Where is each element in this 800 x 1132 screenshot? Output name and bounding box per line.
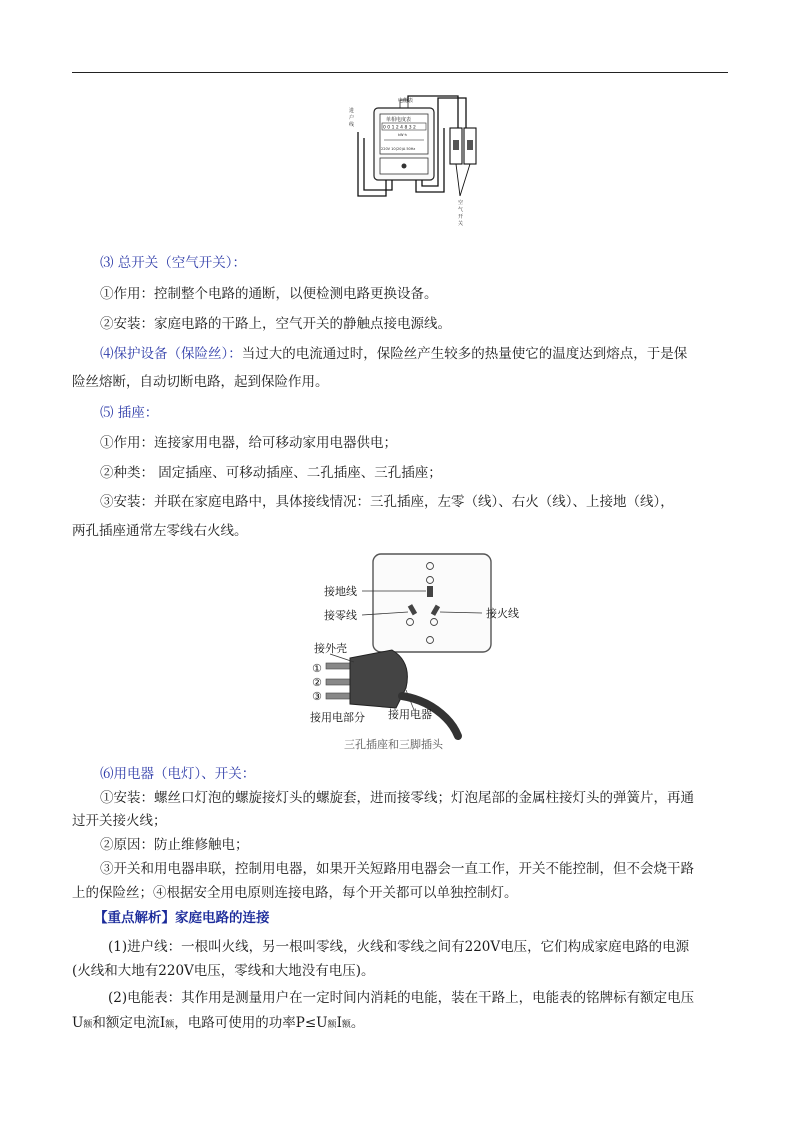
- subscript-rated-2: 额: [165, 1020, 175, 1030]
- power-text: ，电路可使用的功率P≤U: [174, 1015, 328, 1031]
- rated-current-text: 和额定电流I: [92, 1015, 166, 1031]
- switch-lever-left-icon: [453, 140, 459, 150]
- section5-item2: ②种类： 固定插座、可移动插座、二孔插座、三孔插座；: [100, 465, 442, 481]
- appliance-label: 接用电器: [388, 708, 432, 721]
- socket-plug-figure: [300, 550, 519, 755]
- meter-label: 电能表: [398, 98, 414, 104]
- svg-text:户: 户: [349, 115, 355, 121]
- switch-label: [458, 199, 463, 227]
- pin-label-2: ②: [312, 676, 322, 689]
- meter-unit: kW·h: [398, 133, 407, 137]
- svg-text:空: 空: [458, 200, 464, 206]
- pin-label-3: ③: [312, 690, 322, 703]
- section6-title: ⑹用电器（电灯）、开关：: [100, 766, 256, 782]
- electric-meter-figure: [346, 92, 486, 232]
- section5-item1: ①作用：连接家用电器，给可移动家用电器供电；: [100, 435, 397, 451]
- subscript-rated: 额: [83, 1020, 93, 1030]
- symbol-i: I: [336, 1015, 342, 1031]
- period: 。: [350, 1015, 365, 1031]
- figure2-caption: 三孔插座和三脚插头: [344, 738, 443, 751]
- subscript-rated-3: 额: [327, 1020, 337, 1030]
- switch-lever-right-icon: [467, 140, 473, 150]
- subscript-rated-4: 额: [341, 1020, 351, 1030]
- symbol-u: U: [72, 1015, 84, 1031]
- section6-item2: ②原因：防止维修触电；: [100, 837, 249, 853]
- plug-pins: [326, 663, 352, 699]
- section5-title: ⑸ 插座：: [100, 405, 159, 421]
- inlet-label: [349, 107, 354, 128]
- section3-item1: ①作用：控制整个电路的通断，以便检测电路更换设备。: [100, 286, 438, 302]
- section5-item3-line2: 两孔插座通常左零线右火线。: [72, 523, 248, 539]
- section4-line1-rest: 当过大的电流通过时，保险丝产生较多的热量使它的温度达到熔点，于是保: [241, 346, 688, 362]
- switch-pointer-lines: [456, 164, 470, 196]
- meter-title: 单相电度表: [386, 117, 412, 123]
- section3-item2: ②安装：家庭电路的干路上，空气开关的静触点接电源线。: [100, 316, 451, 332]
- pin-label-1: ①: [312, 662, 322, 675]
- section5-item3-line1: ③安装：并联在家庭电路中，具体接线情况：三孔插座，左零（线）、右火（线）、上接地（线），: [100, 494, 674, 510]
- casing-label: 接外壳: [314, 642, 347, 655]
- svg-text:关: 关: [458, 221, 464, 227]
- meter-logo-icon: [402, 164, 407, 169]
- section4-line2: 险丝熔断，自动切断电路，起到保险作用。: [72, 374, 329, 390]
- svg-text:开: 开: [458, 214, 464, 220]
- key-point-p2-line2: [72, 1013, 364, 1035]
- section6-item3-line1: ③开关和用电器串联，控制用电器，如果开关短路用电器会一直工作，开关不能控制，但不会烧干路: [100, 861, 694, 877]
- plug-body: [350, 650, 407, 708]
- key-point-p1-line2: (火线和大地有220V电压，零线和大地没有电压)。: [72, 963, 375, 979]
- section6-item1-line2: 过开关接火线；: [72, 813, 167, 829]
- svg-text:气: 气: [458, 207, 464, 213]
- meter-reading: 0 0 1 2 4 8 3 2: [383, 125, 416, 131]
- svg-text:进: 进: [349, 108, 355, 114]
- header-rule: [72, 72, 728, 73]
- key-point-title: 【重点解析】家庭电路的连接: [94, 910, 270, 926]
- key-point-p1-line1: (1)进户线：一根叫火线，另一根叫零线，火线和零线之间有220V电压，它们构成家庭电路的电源: [108, 939, 690, 955]
- neutral-label: 接零线: [324, 609, 357, 622]
- ground-label: 接地线: [324, 585, 357, 598]
- ground-hole-icon: [427, 586, 433, 597]
- live-label: 接火线: [486, 607, 519, 620]
- svg-text:线: 线: [349, 122, 355, 128]
- section6-item1-line1: ①安装：螺丝口灯泡的螺旋接灯头的螺旋套，进而接零线；灯泡尾部的金属柱接灯头的弹簧片，再通: [100, 790, 694, 806]
- meter-spec: 220V 10(20)A 50Hz: [381, 147, 416, 151]
- section3-title: ⑶ 总开关（空气开关）：: [100, 255, 247, 271]
- section4-line1: [100, 344, 687, 364]
- section4-title: ⑷保护设备（保险丝）：: [100, 346, 242, 362]
- key-point-p2-line1: (2)电能表：其作用是测量用户在一定时间内消耗的电能，装在干路上，电能表的铭牌标有额定电压: [108, 990, 695, 1006]
- section6-item3-line2: 上的保险丝；④根据安全用电原则连接电路，每个开关都可以单独控制灯。: [72, 885, 518, 901]
- appliance-part-label: 接用电部分: [310, 711, 365, 724]
